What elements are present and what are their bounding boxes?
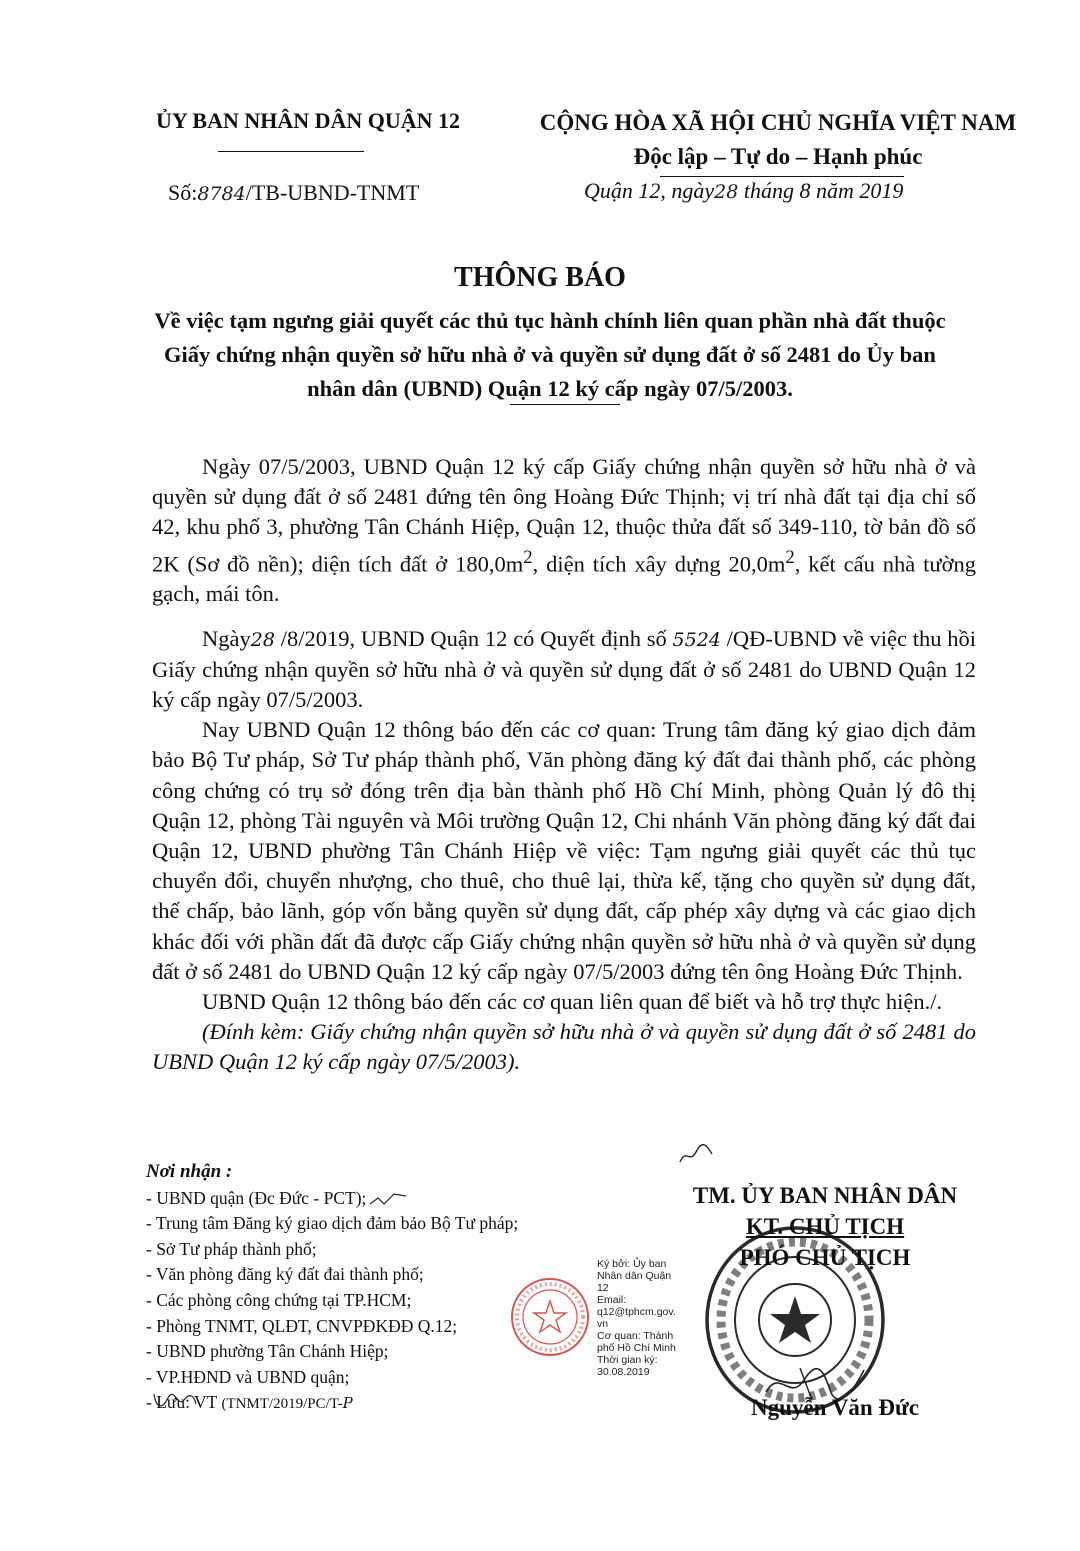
country-name: CỘNG HÒA XÃ HỘI CHỦ NGHĨA VIỆT NAM: [539, 110, 1017, 135]
esign-line: vn: [597, 1318, 609, 1330]
attachment-note: (Đính kèm: Giấy chứng nhận quyền sở hữu nhà ở và quyền sử dụng đất ở số 2481 do UBND Quận 12 ký cấp ngày 07/5/2003).: [152, 1019, 976, 1075]
paragraph-1: [152, 452, 976, 610]
doc-no-handwritten: 8784: [197, 183, 246, 205]
motto-underline: [660, 176, 904, 177]
signature-title-1: TM. ỦY BAN NHÂN DÂN: [692, 1183, 958, 1208]
signature-block: [640, 1180, 1010, 1273]
p2-text-b: /8/2019, UBND Quận 12 có Quyết định số: [274, 625, 673, 651]
document-body: [152, 452, 976, 1078]
esign-line: Thời gian ký:: [597, 1354, 658, 1366]
esign-line: 12: [597, 1282, 609, 1294]
date-day-handwritten: 28: [714, 181, 739, 203]
agency-underline: [218, 151, 364, 152]
date-prefix: Quận 12, ngày: [584, 178, 715, 203]
recipient-item: - Phòng TNMT, QLĐT, CNVPĐKĐĐ Q.12;: [146, 1315, 458, 1336]
signature-title-2: KT. CHỦ TỊCH: [745, 1214, 905, 1239]
signature-title-3: PHÓ CHỦ TỊCH: [739, 1245, 911, 1270]
esign-line: 30.08.2019: [597, 1366, 650, 1378]
digital-signature-seal-icon: [508, 1275, 592, 1359]
esign-line: q12@tphcm.gov.: [597, 1306, 676, 1318]
paragraph-4: UBND Quận 12 thông báo đến các cơ quan liên quan để biết và hỗ trợ thực hiện./.: [202, 988, 943, 1014]
esign-line: phố Hồ Chí Minh: [597, 1342, 676, 1354]
national-motto: Độc lập – Tự do – Hạnh phúc: [633, 144, 923, 169]
national-header: [518, 106, 1038, 174]
initials-scribble: [676, 1140, 716, 1170]
p1-text-a: Ngày 07/5/2003, UBND Quận 12 ký cấp Giấy chứng nhận quyền sở hữu nhà ở và quyền sử dụng đất ở số 2481 đứng tên ông Hoàng Đức Thịnh; vị trí nhà đất tại địa chỉ số 42, khu phố 3, phường Tân Chánh Hiệp, Quận 12, thuộc thửa đất số 349-110, tờ bản đồ số 2K (Sơ đồ nền); diện tích đất ở 180,0m: [152, 454, 976, 577]
recipient-item: - Các phòng công chứng tại TP.HCM;: [146, 1289, 412, 1310]
esign-line: Email:: [597, 1294, 627, 1306]
archive-line: [146, 1390, 616, 1418]
doc-no-prefix: Số:: [168, 180, 198, 205]
p2-day-handwritten: 28: [250, 628, 275, 651]
document-subject: Về việc tạm ngưng giải quyết các thủ tục hành chính liên quan phần nhà đất thuộc Giấy chứng nhận quyền sở hữu nhà ở và quyền sử dụng đất ở số 2481 do Ủy ban nhân dân (UBND) Quận 12 ký cấp ngày 07/5/2003.: [154, 308, 946, 401]
signer-name: Nguyễn Văn Đức: [750, 1395, 919, 1420]
esign-line: Ký bởi: Ủy ban: [597, 1258, 667, 1270]
document-number: [168, 180, 419, 206]
archive-label: - Lưu: VT: [146, 1392, 222, 1413]
p1-superscript-2: 2: [785, 546, 795, 568]
esign-line: Cơ quan: Thành: [597, 1330, 674, 1342]
p1-text-c: , kết cấu nhà tường gạch, mái tôn.: [152, 551, 977, 607]
archive-handwritten: P: [342, 1394, 353, 1413]
digital-signature-info: [597, 1258, 717, 1378]
recipient-item: - Văn phòng đăng ký đất đai thành phố;: [146, 1264, 424, 1285]
recipients-heading: Nơi nhận :: [146, 1161, 233, 1182]
archive-initials-scribble: [150, 1388, 200, 1414]
subject-underline: [510, 404, 620, 405]
recipient-check-scribble: [368, 1190, 408, 1210]
issuing-agency: ỦY BAN NHÂN DÂN QUẬN 12: [155, 108, 461, 133]
p2-text-c: /QĐ-UBND về việc thu hồi Giấy chứng nhận quyền sở hữu nhà ở và quyền sử dụng đất ở số 2481 do UBND Quận 12 ký cấp ngày 07/5/2003.: [152, 625, 976, 712]
p1-text-b: , diện tích xây dựng 20,0m: [532, 551, 786, 577]
esign-line: Nhân dân Quận: [597, 1270, 672, 1282]
recipient-item: - UBND quận (Đc Đức - PCT);: [146, 1187, 367, 1208]
recipient-item: - UBND phường Tân Chánh Hiệp;: [146, 1341, 389, 1362]
p2-text-a: Ngày: [202, 625, 251, 651]
archive-code: (TNMT/2019/PC/T-: [221, 1396, 343, 1413]
issue-date: [584, 178, 903, 204]
recipient-item: - Sở Tư pháp thành phố;: [146, 1238, 317, 1259]
date-suffix: tháng 8 năm 2019: [738, 178, 904, 203]
doc-no-suffix: /TB-UBND-TNMT: [245, 180, 420, 205]
paragraph-3: Nay UBND Quận 12 thông báo đến các cơ quan: Trung tâm đăng ký giao dịch đảm bảo Bộ Tư pháp, Sở Tư pháp thành phố, Văn phòng đăng ký đất đai thành phố, các phòng công chứng có trụ sở đóng trên địa bàn thành phố Hồ Chí Minh, phòng Quản lý đô thị Quận 12, phòng Tài nguyên và Môi trường Quận 12, Chi nhánh Văn phòng đăng ký đất đai Quận 12, UBND phường Tân Chánh Hiệp về việc: Tạm ngưng giải quyết các thủ tục chuyển đổi, chuyển nhượng, cho thuê, cho thuê lại, thừa kế, tặng cho quyền sử dụng đất, thế chấp, bảo lãnh, góp vốn bằng quyền sử dụng đất, cấp phép xây dựng và các giao dịch khác đối với phần đất đã được cấp Giấy chứng nhận quyền sở hữu nhà ở và quyền sử dụng đất ở số 2481 do UBND Quận 12 ký cấp ngày 07/5/2003 đứng tên ông Hoàng Đức Thịnh.: [152, 717, 976, 984]
paragraph-2: [152, 624, 976, 716]
p1-superscript-1: 2: [523, 546, 533, 568]
recipient-item: - VP.HĐND và UBND quận;: [146, 1366, 350, 1387]
p2-number-handwritten: 5524: [672, 628, 721, 651]
document-title: THÔNG BÁO: [454, 262, 626, 293]
recipient-item: - Trung tâm Đăng ký giao dịch đảm bảo Bộ Tư pháp;: [146, 1213, 519, 1234]
